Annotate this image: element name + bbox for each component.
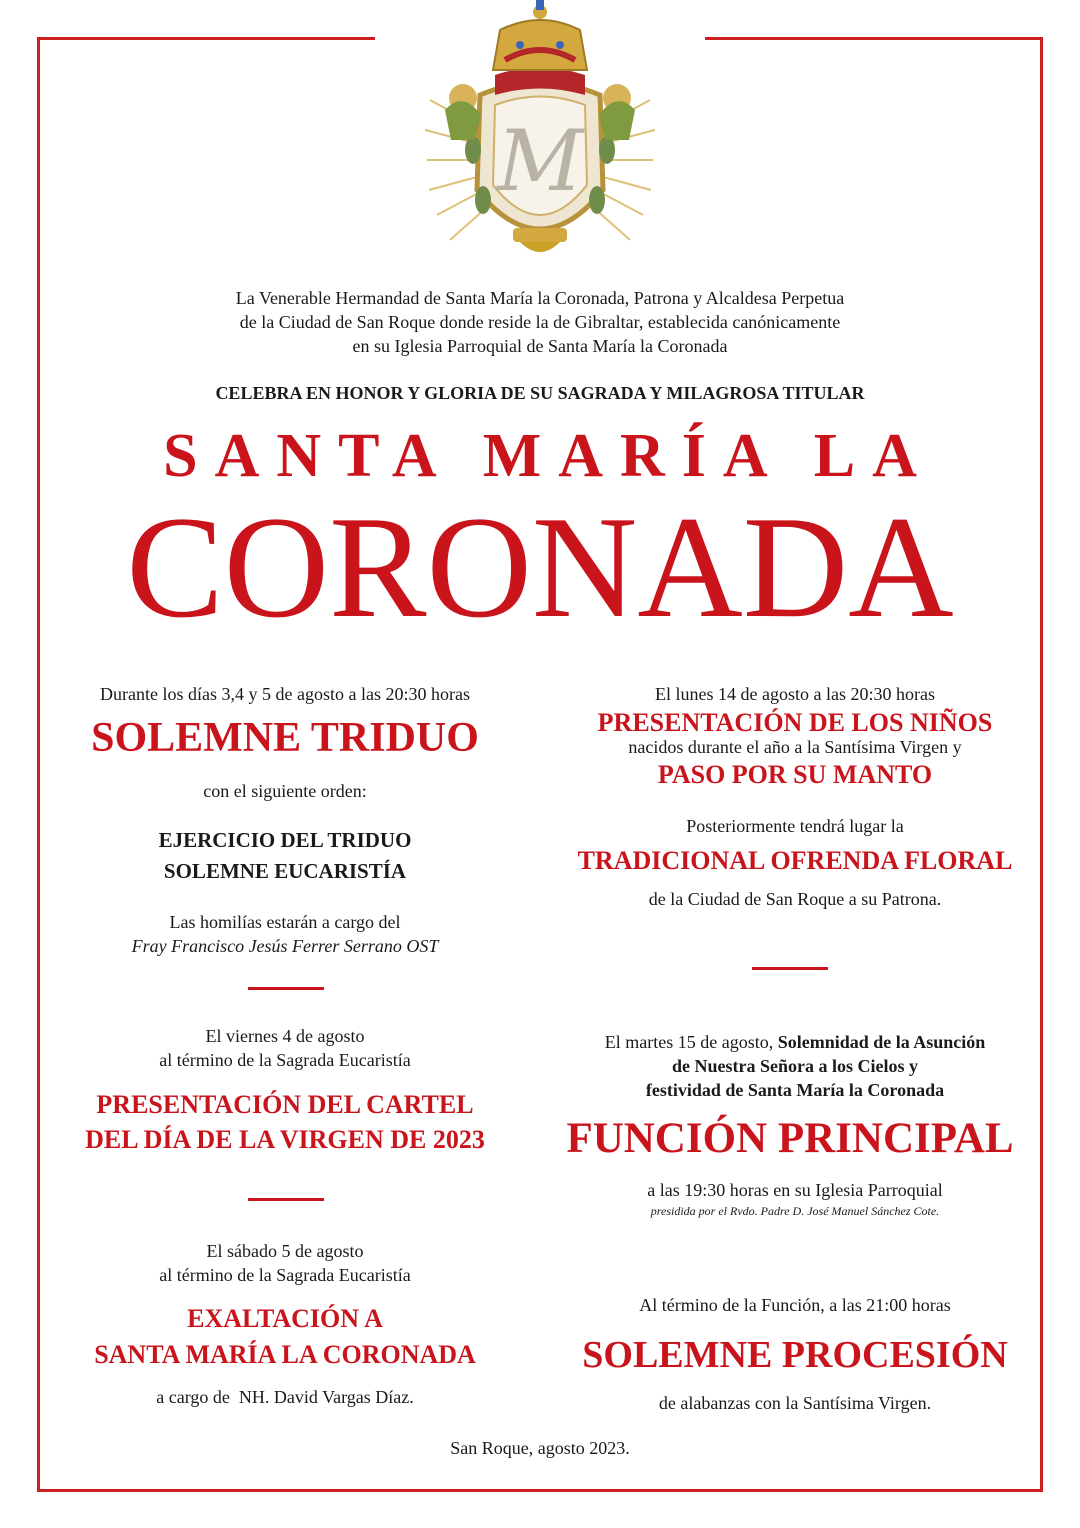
- funcion-time: a las 19:30 horas en su Iglesia Parroquial: [647, 1180, 943, 1200]
- svg-text:M: M: [496, 112, 584, 210]
- funcion-presidida: presidida por el Rvdo. Padre D. José Manuel Sánchez Cote.: [650, 1204, 940, 1218]
- ninos-later: Posteriormente tendrá lugar la: [686, 816, 904, 836]
- cartel-title-2: DEL DÍA DE LA VIRGEN DE 2023: [85, 1125, 485, 1154]
- exaltacion-by: a cargo de NH. David Vargas Díaz.: [156, 1387, 414, 1407]
- ninos-title: PRESENTACIÓN DE LOS NIÑOS: [597, 708, 993, 737]
- procesion-tail: de alabanzas con la Santísima Virgen.: [658, 1393, 932, 1413]
- ninos-sub: nacidos durante el año a la Santísima Virgen y: [628, 737, 962, 757]
- triduo-title: SOLEMNE TRIDUO: [91, 715, 479, 761]
- frame-right: [1040, 37, 1043, 1492]
- ninos-date: El lunes 14 de agosto a las 20:30 horas: [655, 684, 935, 704]
- ofrenda-tail: de la Ciudad de San Roque a su Patrona.: [648, 889, 942, 909]
- right-separator-1: [752, 967, 828, 970]
- frame-top-right: [705, 37, 1043, 40]
- funcion-title: FUNCIÓN PRINCIPAL: [566, 1115, 1014, 1162]
- procesion-when: Al término de la Función, a las 21:00 horas: [639, 1295, 951, 1315]
- triduo-item-1: EJERCICIO DEL TRIDUO: [158, 828, 412, 852]
- funcion-date-bold: Solemnidad de la Asunción: [777, 1032, 986, 1052]
- title-line-1: SANTA MARÍA LA: [163, 422, 934, 490]
- left-separator-2: [248, 1198, 324, 1201]
- triduo-homilias: Las homilías estarán a cargo del: [169, 912, 401, 932]
- funcion-date: [550, 1030, 1040, 1054]
- frame-bottom: [37, 1489, 1043, 1492]
- funcion-line-3: festividad de Santa María la Coronada: [645, 1080, 945, 1100]
- intro-line-1: La Venerable Hermandad de Santa María la Coronada, Patrona y Alcaldesa Perpetua: [235, 288, 845, 308]
- triduo-date: Durante los días 3,4 y 5 de agosto a las 20:30 horas: [100, 684, 470, 704]
- cartel-title-1: PRESENTACIÓN DEL CARTEL: [96, 1090, 474, 1119]
- procesion-title: SOLEMNE PROCESIÓN: [582, 1334, 1008, 1376]
- exaltacion-title-2: SANTA MARÍA LA CORONADA: [94, 1340, 476, 1369]
- intro-text: [60, 286, 1020, 358]
- triduo-preacher: Fray Francisco Jesús Ferrer Serrano OST: [131, 936, 439, 956]
- exaltacion-when: al término de la Sagrada Eucaristía: [159, 1265, 411, 1285]
- ofrenda-title: TRADICIONAL OFRENDA FLORAL: [577, 846, 1013, 875]
- cartel-date: El viernes 4 de agosto: [205, 1026, 365, 1046]
- footer-place-date: San Roque, agosto 2023.: [450, 1438, 630, 1458]
- ninos-title-2: PASO POR SU MANTO: [657, 760, 933, 789]
- title-line-2: CORONADA: [126, 486, 954, 648]
- exaltacion-date: El sábado 5 de agosto: [206, 1241, 364, 1261]
- frame-top-left: [37, 37, 375, 40]
- left-separator-1: [248, 987, 324, 990]
- intro-line-2: de la Ciudad de San Roque donde reside la de Gibraltar, establecida canónicamente: [239, 312, 841, 332]
- funcion-line-2: de Nuestra Señora a los Cielos y: [672, 1056, 918, 1076]
- intro-line-3: en su Iglesia Parroquial de Santa María la Coronada: [352, 336, 728, 356]
- triduo-order: con el siguiente orden:: [203, 781, 367, 801]
- coronada-crest-emblem: [425, 0, 655, 272]
- triduo-item-2: SOLEMNE EUCARISTÍA: [163, 859, 407, 883]
- funcion-date-prefix: El martes 15 de agosto,: [604, 1032, 778, 1052]
- exaltacion-title-1: EXALTACIÓN A: [187, 1304, 383, 1333]
- celebra-heading: CELEBRA EN HONOR Y GLORIA DE SU SAGRADA Y MILAGROSA TITULAR: [215, 383, 865, 403]
- cartel-when: al término de la Sagrada Eucaristía: [159, 1050, 411, 1070]
